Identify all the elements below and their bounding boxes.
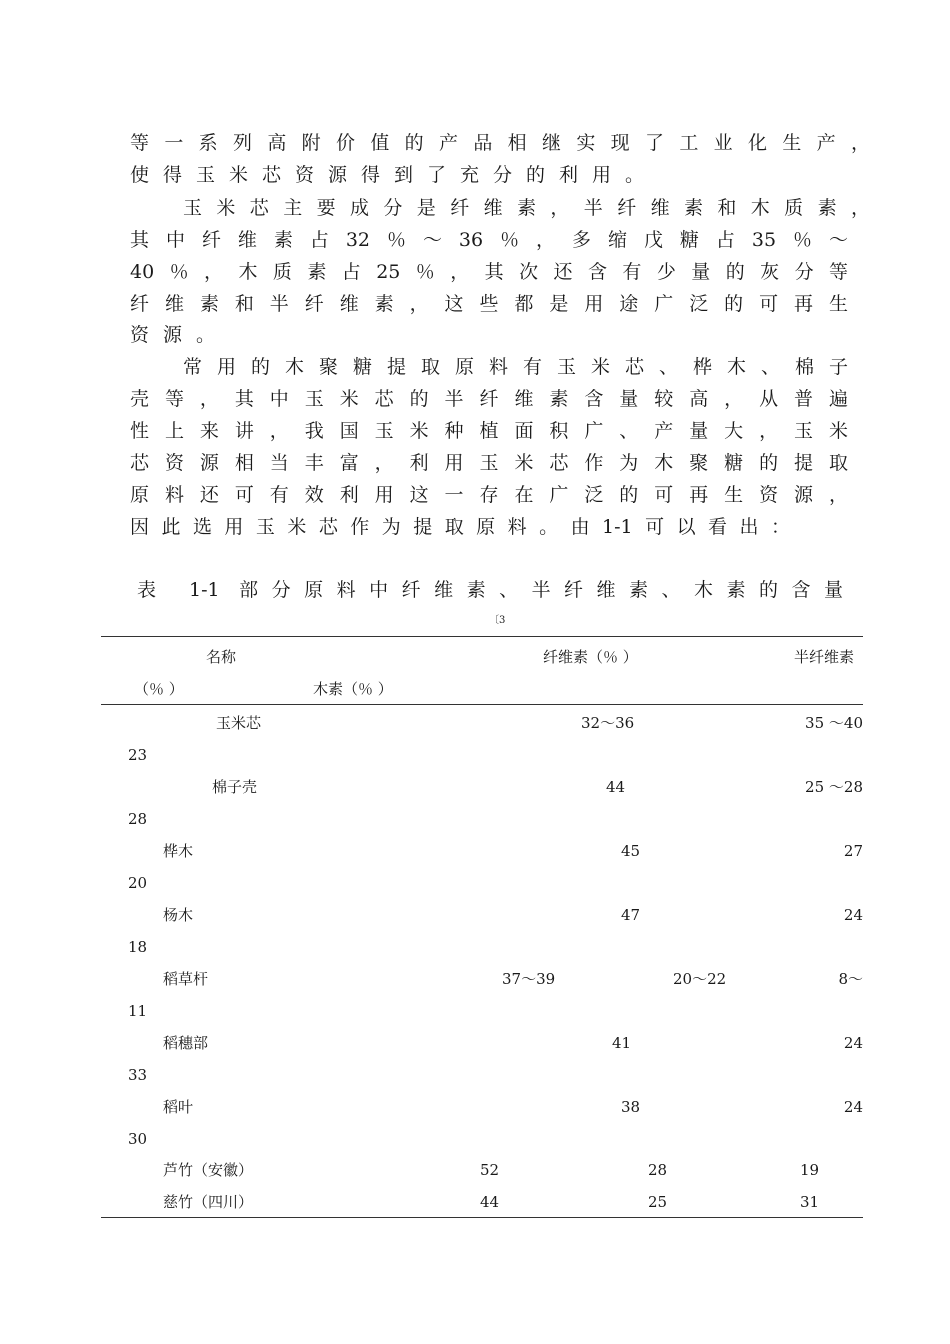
citation-ref: 〔3 (489, 615, 506, 626)
table-cell-hemicellulose: 25 ～28 (805, 778, 863, 796)
paragraph-line: 性上来讲，我国玉米种植面积广、产量大，玉米 (130, 420, 848, 442)
table-cell-name: 杨木 (163, 906, 194, 924)
table-cell-lignin: 31 (800, 1193, 820, 1211)
table-cell-hemicellulose: 24 (843, 1098, 863, 1116)
table-cell-cellulose: 41 (612, 1034, 632, 1052)
col-header-hemicellulose-unit: （％ ） (134, 680, 184, 698)
col-header-name: 名称 (206, 648, 237, 666)
table-cell-hemicellulose: 28 (648, 1161, 668, 1179)
table-cell-lignin: 23 (128, 746, 148, 764)
paragraph-line: 40％，木质素占25％，其次还含有少量的灰分等 (130, 261, 848, 283)
table-cell-name: 棉子壳 (212, 778, 258, 796)
table-cell-name: 稻叶 (163, 1098, 194, 1116)
table-cell-cellulose: 37～39 (502, 970, 556, 988)
table-top-rule (101, 636, 863, 637)
table-cell-lignin: 8～ (838, 970, 863, 988)
paragraph-line: 芯资源相当丰富，利用玉米芯作为木聚糖的提取 (130, 452, 848, 474)
table-cell-name: 慈竹（四川） (163, 1193, 254, 1211)
table-cell-name: 玉米芯 (216, 714, 262, 732)
table-cell-name: 桦木 (163, 842, 194, 860)
table-cell-cellulose: 47 (621, 906, 641, 924)
table-cell-hemicellulose: 35 ～40 (805, 714, 863, 732)
paragraph-line: 玉米芯主要成分是纤维素，半纤维素和木质素， (183, 197, 870, 219)
table-cell-lignin: 19 (800, 1161, 820, 1179)
paragraph-line: 因此选用玉米芯作为提取原料。由1-1可以看出： (130, 516, 790, 538)
table-cell-lignin: 18 (128, 938, 148, 956)
paragraph-line: 其中纤维素占32％～36％，多缩戊糖占35％～ (130, 229, 848, 251)
table-cell-hemicellulose: 27 (843, 842, 863, 860)
col-header-hemicellulose: 半纤维素 (794, 648, 855, 666)
table-caption: 表 1-1 部分原料中纤维素、半纤维素、木素的含量 (137, 579, 843, 601)
table-cell-hemicellulose: 20～22 (673, 970, 727, 988)
col-header-cellulose: 纤维素（％ ） (543, 648, 638, 666)
table-cell-name: 稻穗部 (163, 1034, 209, 1052)
table-bottom-rule (101, 1217, 863, 1218)
table-cell-cellulose: 52 (480, 1161, 500, 1179)
table-cell-cellulose: 38 (621, 1098, 641, 1116)
table-cell-hemicellulose: 24 (843, 906, 863, 924)
table-cell-cellulose: 44 (606, 778, 626, 796)
table-cell-cellulose: 45 (621, 842, 641, 860)
paragraph-line: 纤维素和半纤维素，这些都是用途广泛的可再生 (130, 293, 848, 315)
col-header-lignin: 木素（％ ） (313, 680, 393, 698)
table-cell-lignin-cont: 11 (128, 1002, 148, 1020)
table-cell-hemicellulose: 24 (843, 1034, 863, 1052)
paragraph-line: 使得玉米芯资源得到了充分的利用。 (130, 164, 659, 186)
table-cell-lignin: 30 (128, 1130, 148, 1148)
paragraph-line: 资源。 (130, 324, 230, 346)
table-header-rule (101, 704, 863, 705)
paragraph-line: 原料还可有效利用这一存在广泛的可再生资源， (130, 484, 848, 506)
table-cell-hemicellulose: 25 (648, 1193, 668, 1211)
paragraph-line: 壳等，其中玉米芯的半纤维素含量较高，从普遍 (130, 388, 848, 410)
table-cell-lignin: 33 (128, 1066, 148, 1084)
paragraph-line: 等一系列高附价值的产品相继实现了工业化生产， (130, 132, 870, 154)
table-cell-cellulose: 44 (480, 1193, 500, 1211)
table-cell-lignin: 28 (128, 810, 148, 828)
paragraph-line: 常用的木聚糖提取原料有玉米芯、桦木、棉子 (183, 356, 848, 378)
table-cell-name: 稻草杆 (163, 970, 209, 988)
table-cell-name: 芦竹（安徽） (163, 1161, 254, 1179)
table-cell-cellulose: 32～36 (581, 714, 635, 732)
table-cell-lignin: 20 (128, 874, 148, 892)
